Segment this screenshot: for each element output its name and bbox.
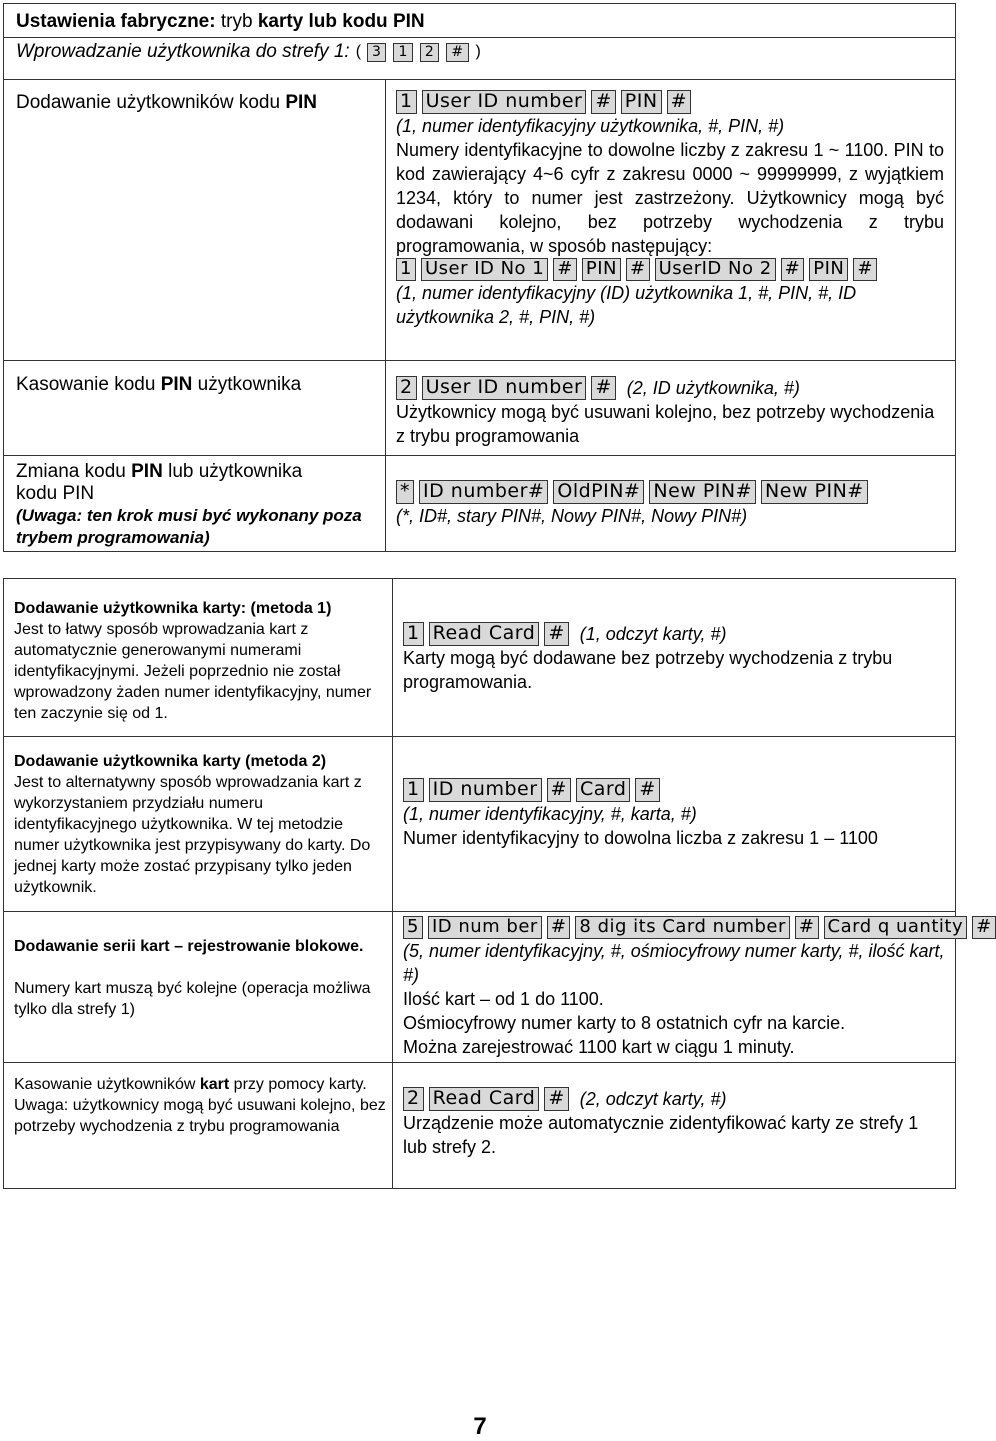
zone-key-hash: # [446, 43, 468, 62]
pin-add-label-cell [4, 80, 386, 361]
pin-delete-label-cell [4, 361, 386, 456]
zone-key-1: 1 [393, 43, 412, 62]
key: 1 [403, 622, 424, 646]
key: Read Card [429, 1087, 540, 1111]
card-m1-keys [403, 622, 944, 646]
key: # [544, 1087, 568, 1111]
pin-delete-description: Użytkownicy mogą być usuwani kolejno, bez potrzeby wychodzenia z trybu programowania [396, 402, 935, 446]
key: * [396, 480, 414, 504]
factory-settings-label: Ustawienia fabryczne: [16, 11, 216, 32]
key: PIN [582, 258, 621, 281]
key: PIN [621, 90, 662, 114]
card-batch-digits: Ośmiocyfrowy numer karty to 8 ostatnich cyfr na karcie. [403, 1013, 846, 1033]
card-m1-detail-cell [393, 579, 956, 737]
pin-add-multi-keys [396, 258, 944, 281]
key: 1 [396, 90, 417, 114]
key: 1 [396, 258, 416, 281]
key: 2 [396, 376, 417, 400]
card-m1-sequence: (1, odczyt karty, #) [579, 624, 727, 644]
pin-delete-sequence: (2, ID użytkownika, #) [626, 378, 800, 398]
zone-entry-label: Wprowadzanie użytkownika do strefy 1: [16, 41, 350, 62]
card-delete-detail-cell [393, 1063, 956, 1189]
key: PIN [809, 258, 848, 281]
card-settings-table [3, 578, 992, 1189]
key: OldPIN# [553, 480, 644, 504]
pin-delete-label-suffix: użytkownika [192, 374, 302, 395]
card-m1-label-cell [4, 579, 393, 737]
pin-change-detail-cell [386, 456, 956, 552]
card-m2-title: Dodawanie użytkownika karty (metoda 2) [14, 753, 327, 770]
card-batch-title: Dodawanie serii kart – rejestrowanie blokowe. [14, 938, 364, 955]
card-m1-title: Dodawanie użytkownika karty: (metoda 1) [14, 600, 332, 617]
zone-entry-row [4, 38, 956, 80]
card-delete-title: Kasowanie użytkowników [14, 1076, 200, 1093]
pin-delete-detail-cell [386, 361, 956, 456]
pin-add-label-pin: PIN [285, 92, 317, 113]
key: Read Card [429, 622, 540, 646]
card-batch-keys [403, 916, 992, 939]
key: # [853, 258, 877, 281]
zone-key-2: 2 [420, 43, 439, 62]
key: ID number# [419, 480, 548, 504]
zone-key-3: 3 [367, 43, 386, 62]
card-delete-title-bold: kart [199, 1076, 230, 1093]
zone-close-paren: ) [475, 43, 481, 60]
key: ID number [429, 778, 542, 802]
card-delete-description: Uwaga: użytkownicy mogą być usuwani kolejno, bez potrzeby wychodzenia z trybu programowania [14, 1097, 386, 1135]
key: New PIN# [649, 480, 756, 504]
pin-add-multi-sequence: (1, numer identyfikacyjny (ID) użytkownika 1, #, PIN, #, ID użytkownika 2, #, PIN, #) [396, 283, 857, 327]
key: # [667, 90, 691, 114]
key: # [591, 90, 615, 114]
key: New PIN# [761, 480, 868, 504]
pin-delete-label-pin: PIN [160, 374, 193, 395]
key: Card q uantity [824, 916, 968, 939]
key: UserID No 2 [655, 258, 776, 281]
pin-delete-label: Kasowanie kodu [16, 374, 161, 395]
key: # [626, 258, 650, 281]
card-m2-label-cell [4, 737, 393, 912]
card-m2-detail-cell [393, 737, 956, 912]
key: User ID number [422, 376, 587, 400]
card-batch-sequence: (5, numer identyfikacyjny, #, ośmiocyfrowy numer karty, #, ilość kart, #) [403, 941, 945, 985]
card-batch-label-cell [4, 912, 393, 1063]
zone-open-paren: ( [355, 43, 362, 60]
card-delete-label-cell [4, 1063, 393, 1189]
pin-add-keys [396, 90, 944, 114]
key: # [547, 778, 571, 802]
pin-settings-table [3, 3, 956, 552]
key: # [972, 916, 996, 939]
card-m1-description-right: Karty mogą być dodawane bez potrzeby wychodzenia z trybu programowania. [403, 648, 893, 692]
key: # [547, 916, 571, 939]
key: ID num ber [428, 916, 542, 939]
card-m2-description-right: Numer identyfikacyjny to dowolna liczba z zakresu 1 – 1100 [403, 828, 878, 848]
pin-change-sequence: (*, ID#, stary PIN#, Nowy PIN#, Nowy PIN#) [396, 506, 748, 526]
card-batch-quantity: Ilość kart – od 1 do 1100. [403, 989, 604, 1009]
pin-change-label-pin: PIN [131, 461, 163, 482]
key: 1 [403, 778, 424, 802]
card-delete-description-right: Urządzenie może automatycznie zidentyfikować karty ze strefy 1 lub strefy 2. [403, 1113, 919, 1157]
key: 5 [403, 916, 423, 939]
key: # [544, 622, 568, 646]
pin-add-detail-cell [386, 80, 956, 361]
card-m2-keys [403, 778, 944, 802]
card-delete-keys [403, 1087, 944, 1111]
key: 8 dig its Card number [575, 916, 790, 939]
card-m1-description: Jest to łatwy sposób wprowadzania kart z automatycznie generowanymi numerami identyfikacyjnymi. Jeżeli poprzednio nie został wprowadzony żaden numer identyfikacyjny, numer ten zaczynie się od 1. [14, 621, 372, 722]
card-m2-description: Jest to alternatywny sposób wprowadzania kart z wykorzystaniem przydziału numeru identyfikacyjnego użytkownika. W tej metodzie numer użytkownika jest przypisywany do karty. Do jednej karty może zostać przypisany tylko jeden użytkownik. [14, 774, 371, 896]
pin-change-label-cell [4, 456, 386, 552]
key: 2 [403, 1087, 424, 1111]
pin-change-label-suffix: lub użytkownika [162, 461, 303, 482]
pin-add-label: Dodawanie użytkowników kodu [16, 92, 286, 113]
key: User ID number [422, 90, 587, 114]
pin-change-note: (Uwaga: ten krok musi być wykonany poza trybem programowania) [16, 506, 362, 547]
key: # [553, 258, 577, 281]
pin-add-description: Numery identyfikacyjne to dowolne liczby z zakresu 1 ~ 1100. PIN to kod zawierający 4~6 cyfr z zakresu 0000 ~ 99999999, z wyjątkiem 1234, który to numer jest zastrzeżony. Użytkownicy mogą być dodawani kolejno, bez potrzeby wychodzenia z trybu programowania, w sposób następujący: [396, 140, 944, 256]
key: Card [576, 778, 630, 802]
pin-change-label-2: kodu PIN [16, 483, 95, 504]
factory-settings-header [4, 4, 956, 38]
factory-settings-mode: karty lub kodu PIN [257, 11, 425, 32]
key: User ID No 1 [421, 258, 548, 281]
key: # [795, 916, 819, 939]
card-delete-title-suffix: przy pomocy karty. [229, 1076, 367, 1093]
pin-delete-keys [396, 376, 944, 400]
card-batch-detail-cell [393, 912, 992, 1063]
page-number: 7 [473, 1413, 487, 1440]
card-delete-sequence: (2, odczyt karty, #) [579, 1089, 727, 1109]
key: # [591, 376, 615, 400]
key: # [635, 778, 659, 802]
key: # [781, 258, 805, 281]
card-batch-description: Numery kart muszą być kolejne (operacja możliwa tylko dla strefy 1) [14, 980, 371, 1018]
pin-add-sequence: (1, numer identyfikacyjny użytkownika, #, PIN, #) [396, 116, 785, 136]
factory-settings-mid: tryb [215, 11, 258, 32]
card-m2-sequence: (1, numer identyfikacyjny, #, karta, #) [403, 804, 697, 824]
pin-change-keys [396, 480, 944, 504]
card-batch-speed: Można zarejestrować 1100 kart w ciągu 1 minuty. [403, 1037, 795, 1057]
pin-change-label: Zmiana kodu [16, 461, 132, 482]
